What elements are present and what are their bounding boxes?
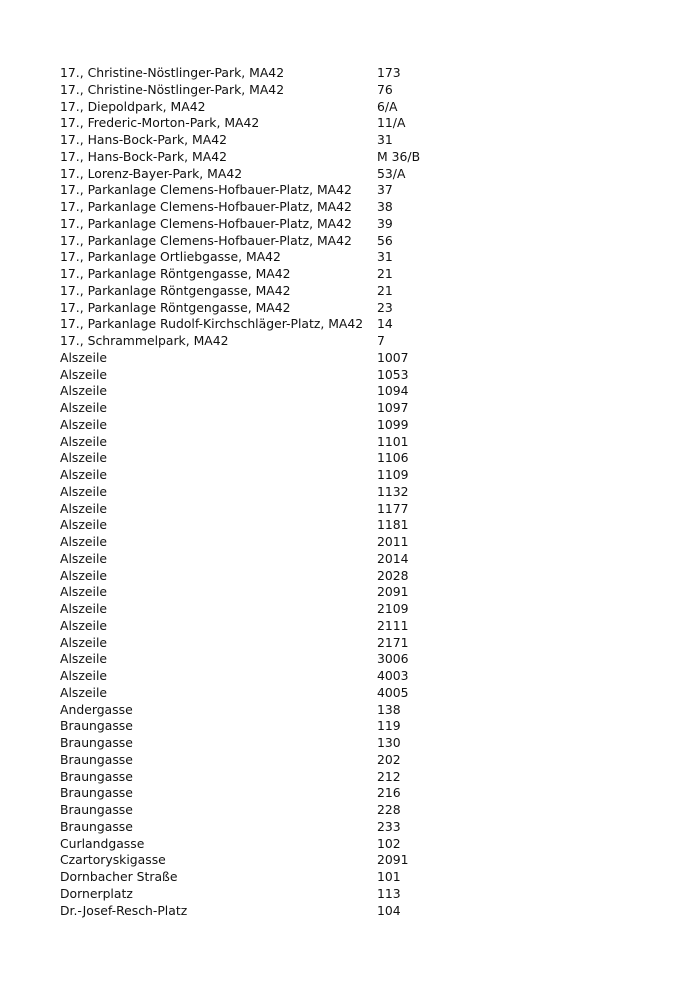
list-item <box>60 434 660 451</box>
location-name: 17., Lorenz-Bayer-Park, MA42 <box>60 165 243 181</box>
location-name: 17., Schrammelpark, MA42 <box>60 333 229 348</box>
location-number: 138 <box>377 701 401 717</box>
list-item <box>60 300 660 317</box>
location-name: 17., Christine-Nöstlinger-Park, MA42 <box>60 81 285 97</box>
location-number: 14 <box>377 316 393 332</box>
location-name: Braungasse <box>60 735 133 750</box>
list-item <box>60 316 660 333</box>
list-item <box>60 484 660 501</box>
location-number: 31 <box>377 132 393 147</box>
location-number: 31 <box>377 249 393 265</box>
location-number: 1132 <box>377 483 409 499</box>
list-item <box>60 836 660 853</box>
location-name: Alszeile <box>60 651 108 667</box>
location-number: 104 <box>377 902 401 918</box>
location-number: 37 <box>377 182 393 198</box>
list-item <box>60 149 660 166</box>
list-item <box>60 802 660 819</box>
location-number: 2014 <box>377 550 409 566</box>
location-number: 4005 <box>377 684 409 700</box>
location-name: Czartoryskigasse <box>60 852 166 868</box>
list-item <box>60 635 660 652</box>
location-name: Alszeile <box>60 416 108 432</box>
location-name: 17., Parkanlage Rudolf-Kirchschläger-Platz, MA42 <box>60 316 364 332</box>
location-name: Alszeile <box>60 383 108 399</box>
list-item <box>60 350 660 367</box>
list-item <box>60 132 660 149</box>
list-item <box>60 668 660 685</box>
list-item <box>60 785 660 802</box>
location-name: Braungasse <box>60 718 133 734</box>
list-item <box>60 249 660 266</box>
list-item <box>60 584 660 601</box>
location-name: Alszeile <box>60 550 108 566</box>
list-item <box>60 819 660 836</box>
location-name: Alszeile <box>60 400 108 415</box>
location-list <box>60 65 660 919</box>
location-number: 1101 <box>377 433 409 449</box>
location-number: 173 <box>377 65 401 80</box>
location-number: 76 <box>377 81 393 97</box>
location-number: 53/A <box>377 165 406 181</box>
location-name: 17., Diepoldpark, MA42 <box>60 98 206 114</box>
list-item <box>60 501 660 518</box>
location-number: 2111 <box>377 617 409 633</box>
list-item <box>60 182 660 199</box>
list-item <box>60 702 660 719</box>
location-number: 7 <box>377 333 385 348</box>
list-item <box>60 400 660 417</box>
location-number: 21 <box>377 282 393 298</box>
location-number: 130 <box>377 735 401 750</box>
location-number: 4003 <box>377 668 409 683</box>
location-name: 17., Parkanlage Clemens-Hofbauer-Platz, MA42 <box>60 215 352 231</box>
list-item <box>60 450 660 467</box>
list-item <box>60 718 660 735</box>
location-name: Braungasse <box>60 785 133 801</box>
location-name: 17., Parkanlage Ortliebgasse, MA42 <box>60 249 281 265</box>
location-name: Dr.-Josef-Resch-Platz <box>60 902 188 918</box>
location-name: Andergasse <box>60 701 133 717</box>
list-item <box>60 266 660 283</box>
list-item <box>60 115 660 132</box>
location-number: 1094 <box>377 383 409 399</box>
list-item <box>60 886 660 903</box>
location-number: 23 <box>377 299 393 315</box>
location-name: Alszeile <box>60 517 108 533</box>
list-item <box>60 618 660 635</box>
list-item <box>60 517 660 534</box>
location-name: Dornbacher Straße <box>60 869 178 884</box>
location-name: Alszeile <box>60 684 108 700</box>
location-name: 17., Parkanlage Clemens-Hofbauer-Platz, MA42 <box>60 199 352 214</box>
location-name: Braungasse <box>60 751 133 767</box>
location-number: M 36/B <box>377 148 421 164</box>
location-number: 21 <box>377 266 393 281</box>
list-item <box>60 685 660 702</box>
location-name: 17., Christine-Nöstlinger-Park, MA42 <box>60 65 285 80</box>
location-number: 1177 <box>377 500 409 516</box>
location-number: 1053 <box>377 366 409 382</box>
location-name: 17., Parkanlage Clemens-Hofbauer-Platz, MA42 <box>60 182 352 198</box>
location-name: Dornerplatz <box>60 885 133 901</box>
location-number: 233 <box>377 818 401 834</box>
location-number: 119 <box>377 718 401 734</box>
location-number: 228 <box>377 802 401 817</box>
list-item <box>60 417 660 434</box>
list-item <box>60 752 660 769</box>
location-name: Alszeile <box>60 450 108 466</box>
location-name: Alszeile <box>60 668 108 683</box>
list-item <box>60 869 660 886</box>
location-number: 101 <box>377 869 401 884</box>
location-name: Alszeile <box>60 601 108 616</box>
list-item <box>60 769 660 786</box>
list-item <box>60 166 660 183</box>
location-name: Curlandgasse <box>60 835 145 851</box>
list-item <box>60 199 660 216</box>
location-number: 216 <box>377 785 401 801</box>
location-number: 212 <box>377 768 401 784</box>
list-item <box>60 333 660 350</box>
location-name: Alszeile <box>60 617 108 633</box>
location-name: Alszeile <box>60 483 108 499</box>
list-item <box>60 65 660 82</box>
location-name: 17., Parkanlage Clemens-Hofbauer-Platz, MA42 <box>60 232 352 248</box>
location-name: Alszeile <box>60 534 108 549</box>
location-number: 2091 <box>377 584 409 600</box>
location-name: Braungasse <box>60 818 133 834</box>
location-name: 17., Parkanlage Röntgengasse, MA42 <box>60 266 291 281</box>
location-number: 2171 <box>377 634 409 650</box>
location-name: Alszeile <box>60 634 108 650</box>
list-item <box>60 467 660 484</box>
list-item <box>60 216 660 233</box>
list-item <box>60 99 660 116</box>
location-name: 17., Frederic-Morton-Park, MA42 <box>60 115 260 131</box>
location-number: 1106 <box>377 450 409 466</box>
list-item <box>60 82 660 99</box>
list-item <box>60 852 660 869</box>
location-number: 2109 <box>377 601 409 616</box>
location-number: 6/A <box>377 98 398 114</box>
location-number: 39 <box>377 215 393 231</box>
list-item <box>60 735 660 752</box>
location-number: 1097 <box>377 400 409 415</box>
location-name: Alszeile <box>60 349 108 365</box>
location-number: 1007 <box>377 349 409 365</box>
list-item <box>60 651 660 668</box>
list-item <box>60 534 660 551</box>
location-number: 1099 <box>377 416 409 432</box>
list-item <box>60 601 660 618</box>
location-number: 2091 <box>377 852 409 868</box>
location-name: Alszeile <box>60 500 108 516</box>
list-item <box>60 283 660 300</box>
list-item <box>60 903 660 920</box>
location-number: 2011 <box>377 534 409 549</box>
location-name: Alszeile <box>60 584 108 600</box>
location-number: 2028 <box>377 567 409 583</box>
location-number: 202 <box>377 751 401 767</box>
list-item <box>60 233 660 250</box>
location-number: 1109 <box>377 467 409 482</box>
list-item <box>60 551 660 568</box>
location-name: Alszeile <box>60 366 108 382</box>
location-number: 1181 <box>377 517 409 533</box>
location-name: Alszeile <box>60 467 108 482</box>
list-item <box>60 367 660 384</box>
location-name: 17., Parkanlage Röntgengasse, MA42 <box>60 299 291 315</box>
location-number: 102 <box>377 835 401 851</box>
location-name: Braungasse <box>60 768 133 784</box>
list-item <box>60 568 660 585</box>
location-number: 11/A <box>377 115 406 131</box>
location-name: Alszeile <box>60 433 108 449</box>
location-name: 17., Hans-Bock-Park, MA42 <box>60 132 227 147</box>
location-number: 56 <box>377 232 393 248</box>
list-item <box>60 383 660 400</box>
location-number: 38 <box>377 199 393 214</box>
location-number: 3006 <box>377 651 409 667</box>
location-name: Alszeile <box>60 567 108 583</box>
location-name: 17., Parkanlage Röntgengasse, MA42 <box>60 282 291 298</box>
location-number: 113 <box>377 885 401 901</box>
location-name: Braungasse <box>60 802 133 817</box>
location-name: 17., Hans-Bock-Park, MA42 <box>60 148 227 164</box>
